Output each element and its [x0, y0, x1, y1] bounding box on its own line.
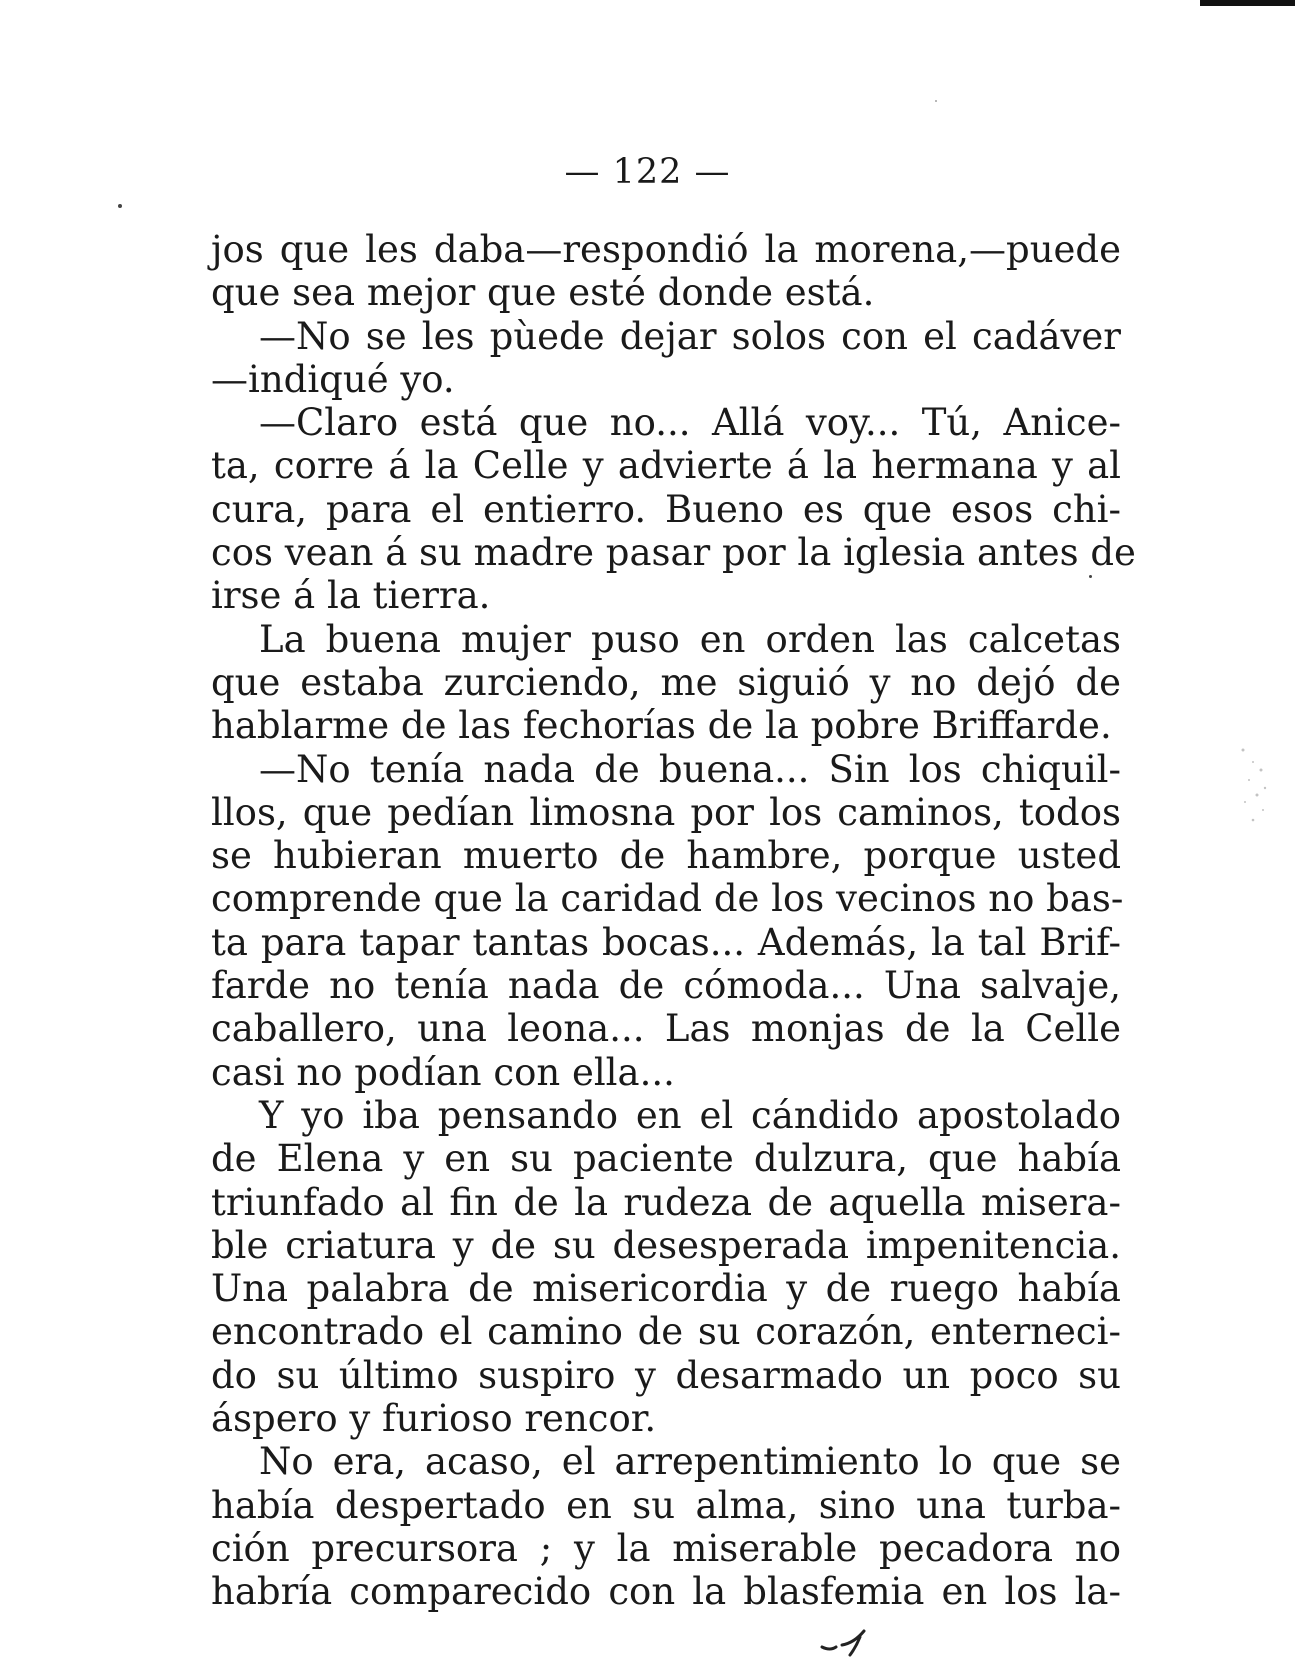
page-number: — 122 — — [564, 152, 731, 192]
text-line: No era, acaso, el arrepentimiento lo que se — [259, 1440, 1121, 1484]
text-line: triunfado al fin de la rudeza de aquella misera- — [211, 1180, 1121, 1224]
text-line: —No se les pùede dejar solos con el cadáver — [259, 314, 1121, 358]
text-line: encontrado el camino de su corazón, enterneci- — [211, 1310, 1121, 1354]
text-line: casi no podían con ella... — [211, 1050, 675, 1094]
text-line: que sea mejor que esté donde está. — [211, 271, 875, 315]
text-line: jos que les daba—respondió la morena,—puede — [211, 228, 1121, 271]
ink-speck — [935, 100, 937, 102]
text-line: había despertado en su alma, sino una turba- — [211, 1483, 1121, 1527]
text-line: comprende que la caridad de los vecinos no bas- — [211, 877, 1124, 921]
text-line: de Elena y en su paciente dulzura, que había — [211, 1137, 1121, 1181]
ink-speck — [118, 204, 122, 208]
text-line: que estaba zurciendo, me siguió y no dejó de — [211, 660, 1121, 704]
text-line: La buena mujer puso en orden las calcetas — [259, 617, 1121, 661]
text-line: —indiqué yo. — [211, 357, 455, 401]
pen-mark — [820, 1625, 890, 1657]
text-line: ta para tapar tantas bocas... Además, la tal Brif- — [211, 920, 1121, 964]
text-line: hablarme de las fechorías de la pobre Briffarde. — [211, 704, 1112, 748]
body-text — [211, 228, 1136, 1614]
text-line: cura, para el entierro. Bueno es que esos chi- — [211, 487, 1121, 531]
text-line: caballero, una leona... Las monjas de la Celle — [211, 1007, 1121, 1051]
text-line: Una palabra de misericordia y de ruego había — [211, 1267, 1121, 1311]
text-line: farde no tenía nada de cómoda... Una salvaje, — [211, 964, 1121, 1008]
text-line: se hubieran muerto de hambre, porque usted — [211, 834, 1121, 878]
page-edge-rule — [1200, 0, 1295, 6]
text-line: ción precursora ; y la miserable pecadora no — [211, 1526, 1121, 1570]
text-line: irse á la tierra. — [211, 574, 491, 618]
text-line: do su último suspiro y desarmado un poco su — [211, 1353, 1121, 1397]
ink-speck — [1089, 575, 1092, 578]
text-line: —No tenía nada de buena... Sin los chiquil- — [259, 747, 1121, 791]
paper-smudge — [1233, 740, 1275, 830]
text-line: habría comparecido con la blasfemia en los la- — [211, 1570, 1121, 1614]
text-line: cos vean á su madre pasar por la iglesia antes de — [211, 531, 1136, 575]
text-line: —Claro está que no... Allá voy... Tú, Anice- — [259, 401, 1121, 445]
text-line: áspero y furioso rencor. — [211, 1397, 657, 1441]
text-line: llos, que pedían limosna por los caminos, todos — [211, 790, 1121, 834]
text-line: Y yo iba pensando en el cándido apostolado — [259, 1093, 1121, 1137]
text-line: ble criatura y de su desesperada impenitencia. — [211, 1223, 1121, 1267]
text-line: ta, corre á la Celle y advierte á la hermana y al — [211, 444, 1121, 488]
